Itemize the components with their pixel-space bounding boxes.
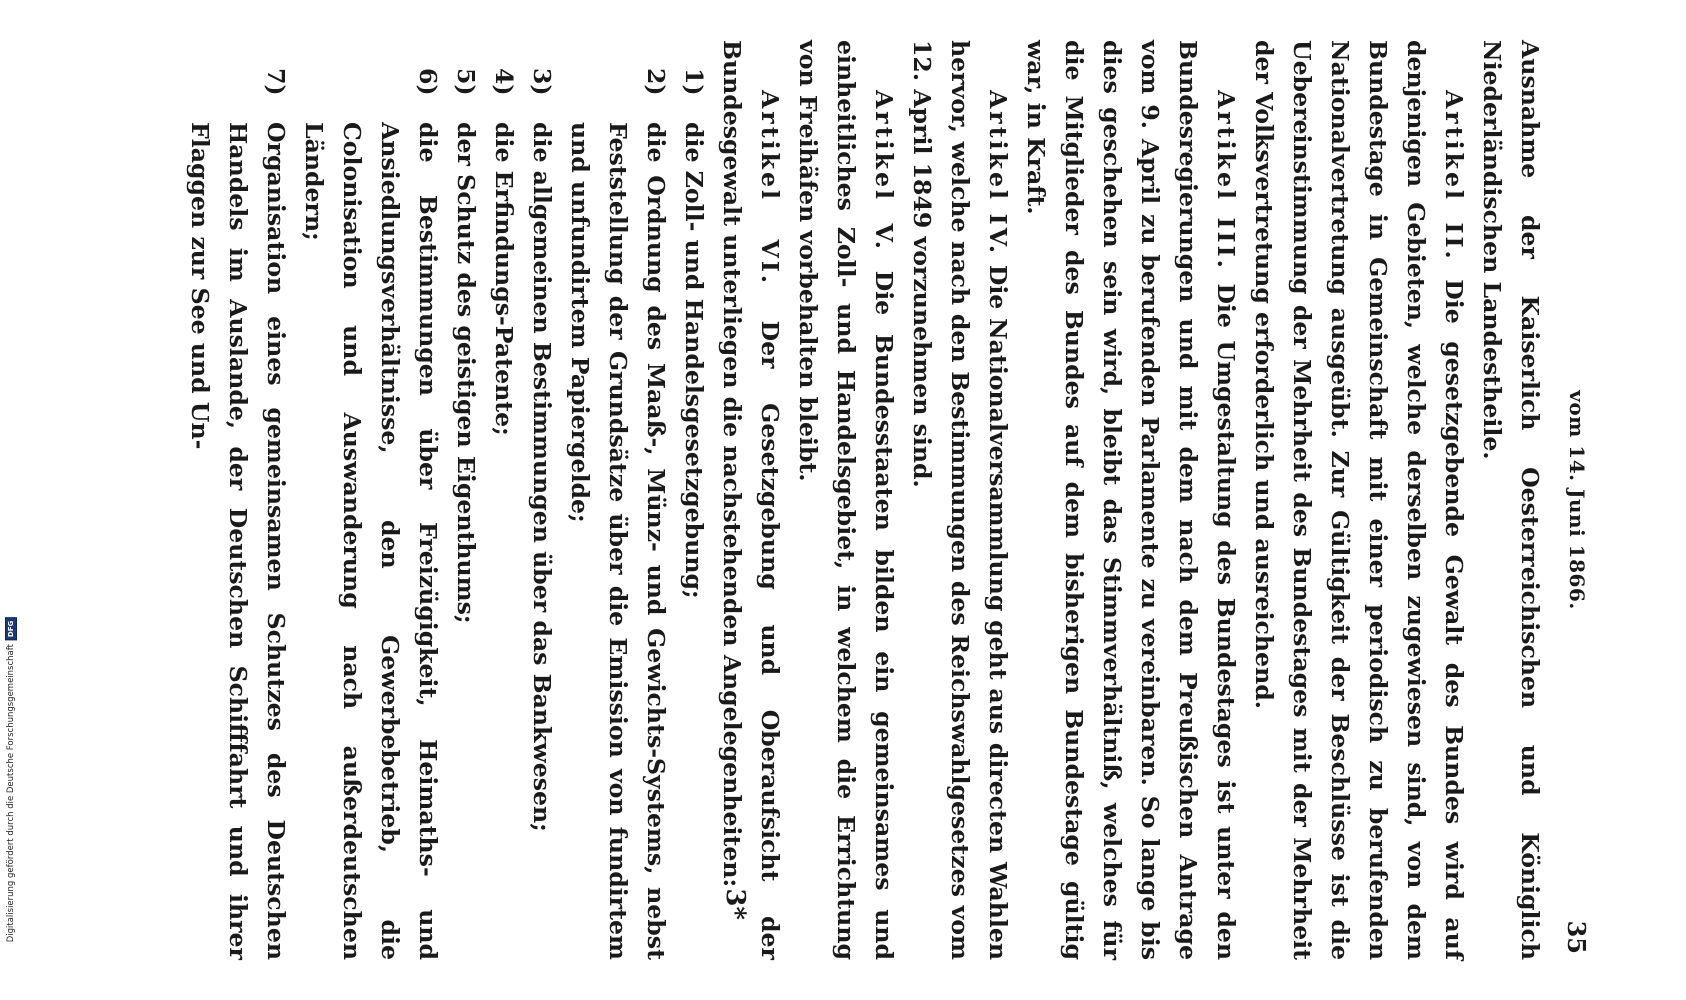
list-item-text: der Schutz des geistigen Eigenthums;	[452, 122, 480, 624]
list-item-number: 7)	[262, 68, 290, 96]
list-item-number: 2)	[642, 68, 670, 96]
list-item	[523, 40, 561, 960]
article-3-label: Artikel III.	[1212, 90, 1240, 271]
list-item-text: die Zoll- und Handelsgesetzgebung;	[680, 122, 708, 599]
digitization-credit	[0, 0, 22, 1000]
article-4-text: Die Nationalversammlung geht aus directen Wahlen hervor, welche nach den Bestimmungen des Reichswahlgesetzes vom 12. April 1849 vorzunehmen sind.	[908, 40, 1012, 960]
list-item-number: 5)	[452, 68, 480, 96]
article-4-label: Artikel IV.	[984, 90, 1012, 257]
article-2-text: Die gesetzgebende Gewalt des Bundes wird auf denjenigen Gebieten, welche derselben zugewiesen sind, von dem Bundestage in Gemeinschaft mit einer periodisch zu berufenden Nationalvertretung ausgeübt. Zur Gültigkeit der Beschlüsse ist die Uebereinstimmung der Mehrheit des Bundestages mit der Mehrheit der Volksvertretung erforderlich und ausreichend.	[1250, 40, 1468, 960]
page-body	[181, 40, 1549, 960]
article-6-text: Der Gesetzgebung und Oberaufsicht der Bundesgewalt unterliegen die nachstehenden Angelegenheiten:	[718, 40, 784, 960]
list-item-number: 4)	[490, 68, 518, 96]
running-head	[1555, 40, 1595, 960]
running-title: vom 14. Juni 1866.	[1565, 390, 1589, 610]
article-5-label: Artikel V.	[870, 90, 898, 253]
credit-text: Digitalisierung gefördert durch die Deutsche Forschungsgemeinschaft	[6, 644, 16, 943]
list-item-text: Organisation eines gemeinsamen Schutzes des Deutschen Handels im Auslande, der Deutschen Schifffahrt und ihrer Flaggen zur See und Un-	[186, 122, 290, 960]
article-6-label: Artikel VI.	[756, 90, 784, 287]
paragraph-article-5	[789, 40, 903, 960]
list-item	[295, 40, 447, 960]
list-item	[181, 40, 295, 960]
paragraph-article-4	[903, 40, 1017, 960]
list-item-text: die Erfindungs-Patente;	[490, 122, 518, 436]
paragraph-article-6	[713, 40, 789, 960]
list-item	[675, 40, 713, 960]
list-item-number: 6)	[414, 68, 442, 96]
paragraph-article-2	[1245, 40, 1473, 960]
dfg-logo: DFG	[5, 618, 17, 640]
list-item-number: 1)	[680, 68, 708, 96]
list-item-text: die Bestimmungen über Freizügigkeit, Heimaths- und Ansiedlungsverhältnisse, den Gewerbebetrieb, die Colonisation und Auswanderung nach außerdeutschen Ländern;	[300, 122, 442, 960]
paragraph-intro: Ausnahme der Kaiserlich Oesterreichischen und Königlich Niederländischen Landestheile.	[1478, 40, 1544, 960]
scanned-page	[186, 40, 1595, 961]
credit-text-group	[5, 618, 17, 943]
list-item-text: die Ordnung des Maaß-, Münz- und Gewichts-Systems, nebst Feststellung der Grundsätze über die Emission von fundirtem und unfundirtem Papiergelde;	[566, 122, 670, 960]
list-item	[561, 40, 675, 960]
page-number: 35	[1562, 920, 1591, 954]
paragraph-article-3	[1017, 40, 1245, 960]
competence-list	[181, 40, 713, 960]
list-item	[485, 40, 523, 960]
list-item-number: 3)	[528, 68, 556, 96]
article-2-label: Artikel II.	[1440, 90, 1468, 262]
list-item-text: die allgemeinen Bestimmungen über das Bankwesen;	[528, 122, 556, 832]
article-5-text: Die Bundesstaaten bilden ein gemeinsames und einheitliches Zoll- und Handelsgebiet, in welchem die Errichtung von Freihäfen vorbehalten bleibt.	[794, 40, 898, 961]
list-item	[447, 40, 485, 960]
article-3-text: Die Umgestaltung des Bundestages ist unter den Bundesregierungen und mit dem nach dem Preußischen Antrage vom 9. April zu berufenden Parlamente zu vereinbaren. So lange bis dies geschehen sein wird, bleibt das Stimmverhältniß, welches für die Mitglieder des Bundes auf dem bisherigen Bundestage gültig war, in Kraft.	[1022, 40, 1240, 960]
signature-mark: 3*	[720, 888, 750, 920]
